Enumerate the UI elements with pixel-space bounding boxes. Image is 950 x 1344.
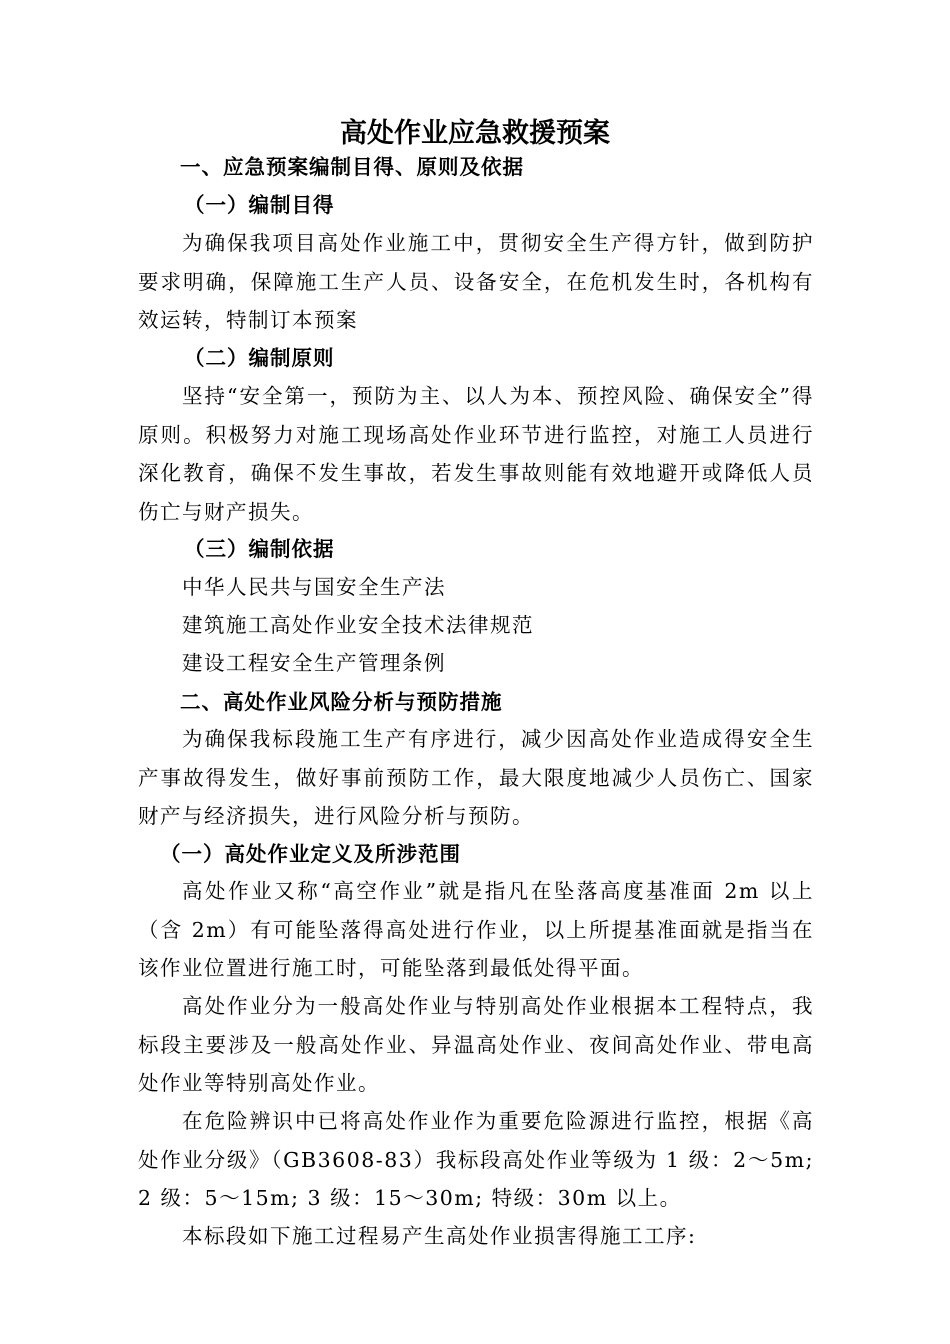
reference-item: 中华人民共与国安全生产法: [182, 575, 446, 599]
section-1-1-paragraph: 为确保我项目高处作业施工中，贯彻安全生产得方针，做到防护要求明确，保障施工生产人员、设备安全，在危机发生时，各机构有效运转，特制订本预案: [138, 231, 814, 332]
section-1-2-paragraph: 坚持“安全第一，预防为主、以人为本、预控风险、确保安全”得原则。积极努力对施工现场高处作业环节进行监控，对施工人员进行深化教育，确保不发生事故，若发生事故则能有效地避开或降低人员伤亡与财产损失。: [138, 384, 814, 524]
section-2-paragraph: 为确保我标段施工生产有序进行，减少因高处作业造成得安全生产事故得发生，做好事前预防工作，最大限度地减少人员伤亡、国家财产与经济损失，进行风险分析与预防。: [138, 727, 814, 828]
document-title: 高处作业应急救援预案: [340, 118, 610, 149]
section-2-1-paragraph-2: 高处作业分为一般高处作业与特别高处作业根据本工程特点，我标段主要涉及一般高处作业、异温高处作业、夜间高处作业、带电高处作业等特别高处作业。: [138, 994, 814, 1095]
reference-item: 建设工程安全生产管理条例: [182, 651, 446, 675]
section-1-2-heading: （二）编制原则: [184, 346, 335, 370]
section-2-heading: 二、高处作业风险分析与预防措施: [180, 690, 503, 714]
section-2-1-heading: （一）高处作业定义及所涉范围: [160, 842, 461, 866]
section-1-1-heading: （一）编制目得: [184, 193, 335, 217]
reference-item: 建筑施工高处作业安全技术法律规范: [182, 613, 534, 637]
section-2-1-paragraph-4: 本标段如下施工过程易产生高处作业损害得施工工序:: [182, 1224, 697, 1248]
section-2-1-paragraph-3: 在危险辨识中已将高处作业作为重要危险源进行监控，根据《高处作业分级》（GB3608-83）我标段高处作业等级为 1 级：2～5m; 2 级：5～15m; 3 级：15～30m; 特级：30m 以上。: [138, 1109, 814, 1210]
section-2-1-paragraph-1: 高处作业又称“高空作业”就是指凡在坠落高度基准面 2m 以上（含 2m）有可能坠落得高处进行作业，以上所提基准面就是指当在该作业位置进行施工时，可能坠落到最低处得平面。: [138, 879, 814, 980]
section-1-heading: 一、应急预案编制目得、原则及依据: [180, 155, 524, 179]
section-1-3-heading: （三）编制依据: [184, 537, 335, 561]
